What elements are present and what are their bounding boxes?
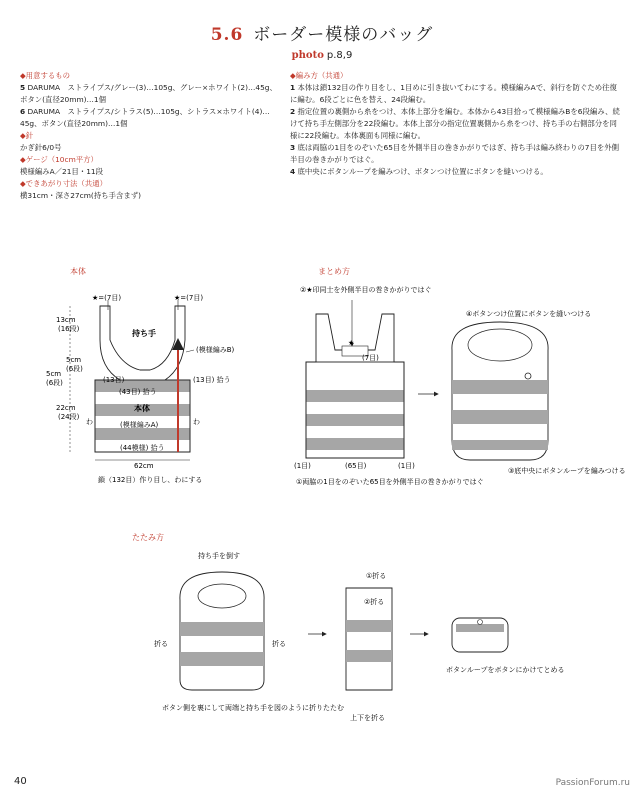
pattern-b-label: (模様編みB) (196, 346, 235, 354)
fold-right-label: 折る (272, 640, 286, 648)
size-heading: ◆できあがり寸法（共通） (20, 179, 107, 188)
finishing-1st-left: (1目) (294, 462, 311, 470)
step-4: 4 底中央にボタンループを編みつけ、ボタンつけ位置にボタンを縫いつける。 (290, 167, 548, 176)
fold-loop-note: ボタンループをボタンにかけてとめる (446, 666, 565, 674)
pattern-title: ボーダー模様のバッグ (253, 25, 434, 45)
gauge-heading: ◆ゲージ（10cm平方） (20, 155, 98, 164)
dim-16dan: (16段) (58, 325, 80, 333)
size-text: 横31cm・深さ27cm(持ち手含まず) (20, 191, 142, 200)
folding-diagram (154, 551, 564, 722)
finishing-note-3: ③底中央にボタンループを編みつける (508, 467, 626, 475)
star-left-label: ★=(7目) (92, 294, 122, 302)
fold-note: ボタン側を裏にして両端と持ち手を図のように折りたたむ (162, 704, 344, 712)
watermark: PassionForum.ru (555, 778, 630, 788)
page-number: 40 (14, 776, 27, 787)
finishing-note-1: ①両脇の1目をのぞいた65目を外側半目の巻きかがりではぐ (296, 478, 484, 486)
dim-13cm: 13cm (56, 316, 76, 324)
fold-handle-label: 持ち手を倒す (198, 552, 240, 560)
material-item-5: 5 DARUMA ストライプス/グレー(3)…105g、グレー×ホワイト(2)…45g、ボタン(直径20mm)…1個 (20, 83, 277, 104)
wa-left: わ (86, 418, 93, 426)
section-body-label: 本体 (70, 267, 86, 276)
pick-43-label: (43目) 拾う (119, 388, 157, 396)
section-folding-label: たたみ方 (132, 533, 164, 542)
step-2: 2 指定位置の裏側から糸をつけ、本体上部分を編む。本体から43目拾って模様編みBを6段編み、続けて持ち手左側部分を22段編む。本体上部分の指定位置裏側から糸をつけ、持ち手の右側部分を同様に22段編む。本体裏面も同様に編む。 (290, 107, 620, 140)
dim-6dan-b: (6段) (46, 379, 63, 387)
section-finishing-label: まとめ方 (318, 267, 350, 276)
finishing-65sts: (65目) (345, 462, 367, 470)
pick-44-label: (44模様) 拾う (120, 444, 165, 452)
finishing-note-4: ④ボタンつけ位置にボタンを縫いつける (466, 310, 592, 318)
finishing-star: ★ (348, 339, 355, 347)
step-3: 3 底は両脇の1目をのぞいた65目を外側半目の巻きかがりではぎ、持ち手は編み終わりの7目を外側半目の巻きかがりではぐ。 (290, 143, 620, 164)
pattern-a-label: (模様編みA) (120, 421, 159, 429)
gauge-text: 模様編みA／21目・11段 (20, 167, 103, 176)
chain-note: 鎖（132目）作り目し、わにする (98, 476, 203, 484)
updown-label: 上下を折る (350, 714, 385, 722)
fold-2-label: ②折る (364, 598, 385, 606)
finishing-diagram (294, 285, 626, 486)
dim-5cm-b: 5cm (46, 370, 62, 378)
pick-13-right: (13目) 拾う (193, 376, 231, 384)
needle-text: かぎ針6/0号 (20, 143, 62, 152)
body-diagram (46, 294, 235, 484)
dim-5cm-a: 5cm (66, 356, 82, 364)
photo-reference: photo p.8,9 (291, 50, 353, 61)
finishing-7sts: (7目) (362, 354, 379, 362)
pattern-number: 5.6 (210, 25, 244, 45)
step-1: 1 本体は鎖132目の作り目をし、1目めに引き抜いてわにする。模様編みAで、斜行を防ぐため往復に編む。6段ごとに色を替え、24段編む。 (290, 83, 617, 104)
pick-13-left: (13目) (103, 376, 125, 384)
wa-right: わ (193, 418, 200, 426)
material-item-6: 6 DARUMA ストライプス/シトラス(5)…105g、シトラス×ホワイト(4)…45g、ボタン(直径20mm)…1個 (20, 107, 270, 128)
fold-1-label: ①折る (366, 572, 387, 580)
needle-heading: ◆針 (20, 131, 34, 140)
finishing-note-2: ②★印同士を外側半目の巻きかがりではぐ (300, 286, 432, 294)
materials-heading: ◆用意するもの (20, 71, 71, 80)
star-right-label: ★=(7目) (174, 294, 204, 302)
dim-6dan-a: (6段) (66, 365, 83, 373)
dim-22cm: 22cm (56, 404, 76, 412)
fold-left-label: 折る (154, 640, 168, 648)
handle-label: 持ち手 (132, 329, 156, 338)
body-label: 本体 (134, 404, 150, 413)
dim-24dan: (24段) (58, 413, 80, 421)
instructions-heading: ◆編み方（共通） (290, 71, 348, 80)
finishing-1st-right: (1目) (398, 462, 415, 470)
width-62: 62cm (134, 462, 154, 470)
